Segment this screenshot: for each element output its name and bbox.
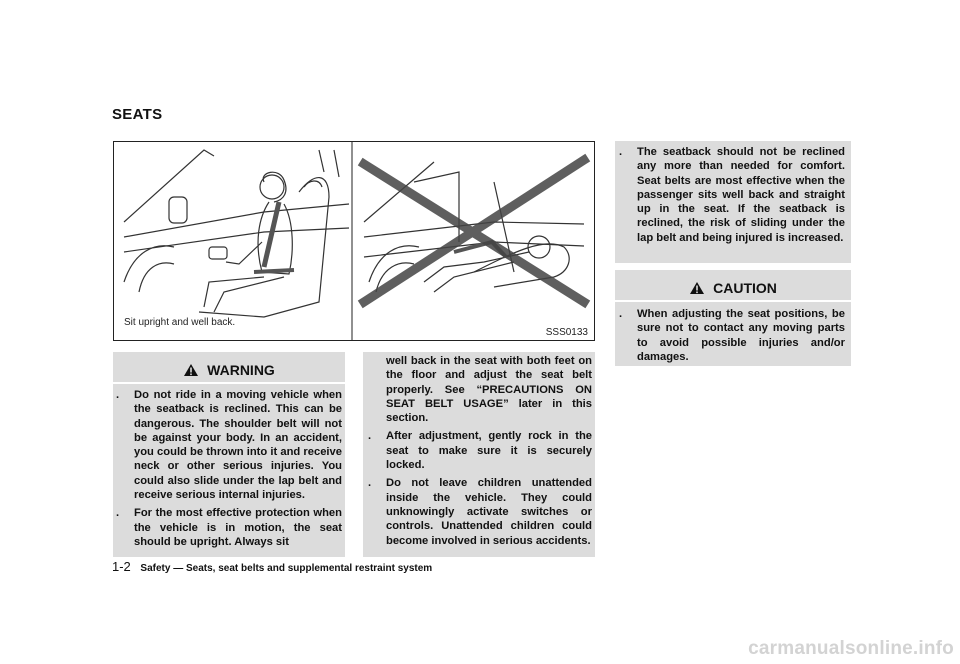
warning-divider [113, 382, 345, 384]
caution-triangle-icon [689, 281, 705, 298]
warning-bullet-1: . Do not ride in a moving vehicle when the seatback is reclined. This can be dangerous. The shoulder belt will not be against your body. In an accident, you could be thrown into it and receive neck or other serious injuries. You could also slide under the lap belt and receive serious internal injuries. [116, 389, 342, 502]
warning-bullet-3: . After adjustment, gently rock in the seat to make sure it is securely locked. [368, 430, 592, 472]
warning-triangle-icon [183, 363, 199, 380]
watermark: carmanualsonline.info [748, 638, 954, 659]
footer-title: Safety — Seats, seat belts and supplemental restraint system [140, 563, 433, 574]
caution-header [615, 280, 851, 298]
page-footer [112, 559, 432, 574]
column-gap [345, 352, 363, 557]
section-heading: SEATS [112, 106, 163, 123]
warning-bullet-4: . Do not leave children unattended inside the vehicle. They could unknowingly activate switches or controls. Unattended children could become involved in serious accidents. [368, 477, 592, 547]
caution-bullet-1: . When adjusting the seat positions, be sure not to contact any moving parts to avoid possible injuries and/or damages. [619, 308, 845, 363]
right-warning-bullet-1: . The seatback should not be reclined any more than needed for comfort. Seat belts are most effective when the passenger sits well back and straight up in the seat. If the seatback is reclined, the risk of sliding under the lap belt and being injured is increased. [619, 146, 845, 244]
right-warning-text [617, 145, 845, 249]
seat-position-figure [113, 141, 595, 341]
figure-code: SSS0133 [545, 327, 588, 338]
warning-bullet-2-continued: well back in the seat with both feet on the floor and adjust the seat belt properly. See “PRECAUTIONS ON SEAT BELT USAGE” later in this section. [386, 355, 592, 425]
warning-column-middle [366, 354, 592, 552]
warning-header [113, 362, 345, 380]
warning-bullet-2: . For the most effective protection when the vehicle is in motion, the seat should be upright. Always sit [116, 507, 342, 548]
page-number: 1-2 [112, 559, 131, 574]
caution-header-text: CAUTION [713, 280, 777, 296]
warning-column-left [114, 388, 342, 553]
caution-divider [615, 300, 851, 302]
caution-text [617, 307, 845, 368]
seat-illustration [114, 142, 594, 340]
warning-header-text: WARNING [207, 362, 275, 378]
figure-caption: Sit upright and well back. [124, 317, 236, 328]
